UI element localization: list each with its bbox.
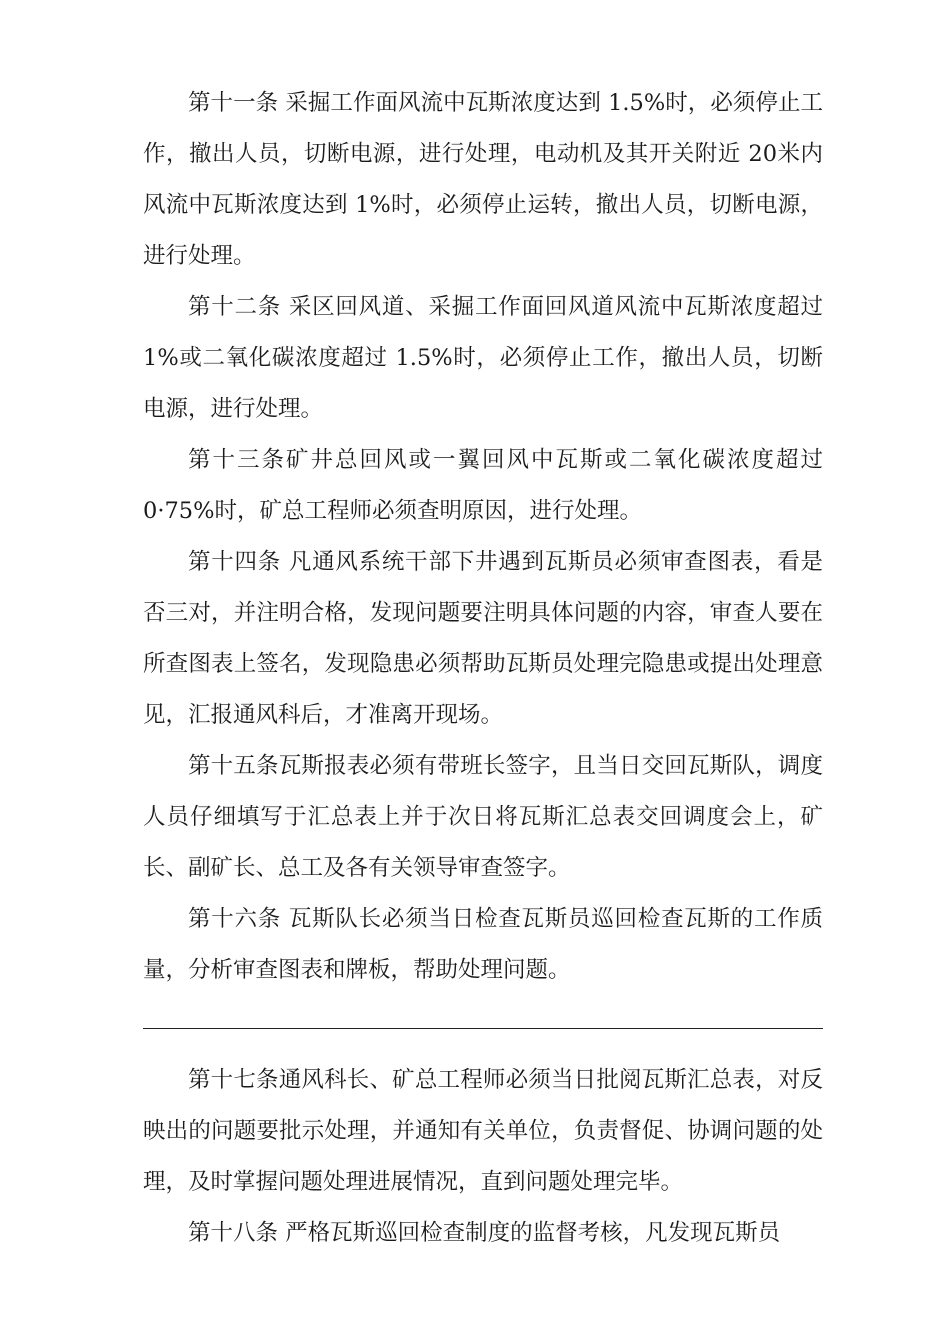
article-18-paragraph: 第十八条 严格瓦斯巡回检查制度的监督考核，凡发现瓦斯员 (188, 1220, 781, 1246)
article-17-paragraph: 第十七条通风科长、矿总工程师必须当日批阅瓦斯汇总表，对反映出的问题要批示处理，并通知有关单位，负责督促、协调问题的处理，及时掌握问题处理进展情况，直到问题处理完毕。 (143, 1067, 823, 1195)
document-page (143, 78, 823, 1259)
article-15-paragraph: 第十五条瓦斯报表必须有带班长签字，且当日交回瓦斯队，调度人员仔细填写于汇总表上并于次日将瓦斯汇总表交回调度会上，矿长、副矿长、总工及各有关领导审查签字。 (143, 753, 823, 881)
article-11-paragraph: 第十一条 采掘工作面风流中瓦斯浓度达到 1.5%时，必须停止工作，撤出人员，切断电源，进行处理，电动机及其开关附近 20米内风流中瓦斯浓度达到 1%时，必须停止运转，撤出人员，切断电源，进行处理。 (143, 90, 823, 269)
horizontal-divider (143, 1028, 823, 1029)
article-12-paragraph: 第十二条 采区回风道、采掘工作面回风道风流中瓦斯浓度超过 1%或二氧化碳浓度超过 1.5%时，必须停止工作，撤出人员，切断电源，进行处理。 (143, 294, 823, 422)
article-14-paragraph: 第十四条 凡通风系统干部下井遇到瓦斯员必须审查图表，看是否三对，并注明合格，发现问题要注明具体问题的内容，审查人要在所查图表上签名，发现隐患必须帮助瓦斯员处理完隐患或提出处理意见，汇报通风科后，才准离开现场。 (143, 549, 823, 728)
article-13-paragraph: 第十三条矿井总回风或一翼回风中瓦斯或二氧化碳浓度超过0·75%时，矿总工程师必须查明原因，进行处理。 (143, 447, 823, 524)
article-16-paragraph: 第十六条 瓦斯队长必须当日检查瓦斯员巡回检查瓦斯的工作质量，分析审查图表和牌板，帮助处理问题。 (143, 906, 823, 983)
